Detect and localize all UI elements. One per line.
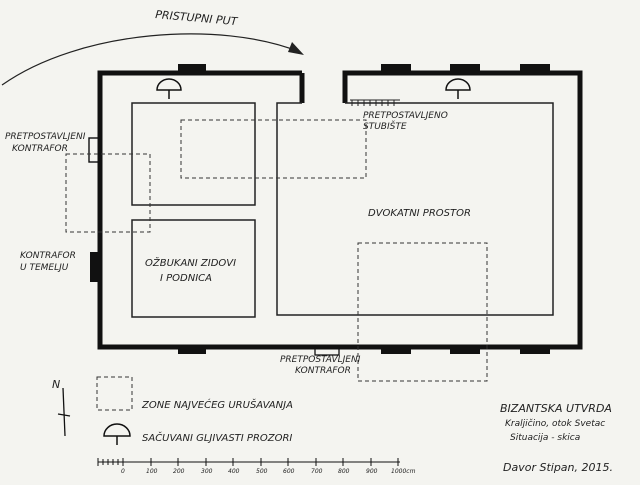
- access-path-arrow: [2, 34, 300, 85]
- scale-tick: 500: [256, 468, 268, 475]
- scale-tick: 700: [311, 468, 323, 475]
- buttress-top-label-1: PRETPOSTAVLJENI: [5, 132, 86, 142]
- title-author: Davor Stipan, 2015.: [503, 461, 613, 474]
- plaster-label-1: OŽBUKANI ZIDOVI: [145, 258, 237, 269]
- scale-tick: 800: [338, 468, 350, 475]
- two-storey-label: DVOKATNI PROSTOR: [368, 208, 471, 219]
- scale-tick: 1000cm: [391, 468, 416, 475]
- scale-tick: 400: [228, 468, 240, 475]
- scale-tick: 300: [201, 468, 213, 475]
- buttress-bottom-label-2: KONTRAFOR: [295, 366, 351, 376]
- outer-wall: [100, 73, 580, 347]
- legend-zone-swatch: [97, 377, 132, 410]
- scale-tick: 900: [366, 468, 378, 475]
- foundation-label-1: KONTRAFOR: [20, 251, 76, 261]
- title-location: Kraljičino, otok Svetac: [505, 419, 606, 429]
- foundation-label-2: U TEMELJU: [20, 263, 69, 273]
- legend-window-label: SAČUVANI GLJIVASTI PROZORI: [142, 433, 293, 444]
- north-label: N: [52, 378, 61, 391]
- buttress-bottom-label-1: PRETPOSTAVLJENI: [280, 355, 361, 365]
- wall-blocks: [90, 64, 550, 354]
- scale-tick: 100: [146, 468, 158, 475]
- access-path-label: PRISTUPNI PUT: [154, 8, 238, 29]
- legend-window-icon: [104, 424, 130, 445]
- inner-walls: [132, 103, 553, 317]
- mushroom-window-icon: [446, 79, 470, 99]
- scale-tick: 600: [283, 468, 295, 475]
- mushroom-window-icon: [157, 79, 181, 99]
- access-path-arrowhead: [288, 42, 304, 55]
- title-sketch: Situacija - skica: [510, 433, 581, 443]
- north-arrow: [58, 388, 70, 436]
- scale-tick-labels: [121, 468, 416, 475]
- title-main: BIZANTSKA UTVRDA: [500, 402, 612, 415]
- staircase-label-2: STUBIŠTE: [363, 122, 407, 132]
- scale-bar: [98, 458, 400, 466]
- legend-zone-label: ZONE NAJVEĆEG URUŠAVANJA: [142, 400, 293, 411]
- buttress-top-label-2: KONTRAFOR: [12, 144, 68, 154]
- scale-tick: 200: [173, 468, 185, 475]
- plaster-label-2: I PODNICA: [160, 273, 212, 284]
- scale-tick: 0: [121, 468, 125, 475]
- staircase-label-1: PRETPOSTAVLJENO: [363, 111, 448, 121]
